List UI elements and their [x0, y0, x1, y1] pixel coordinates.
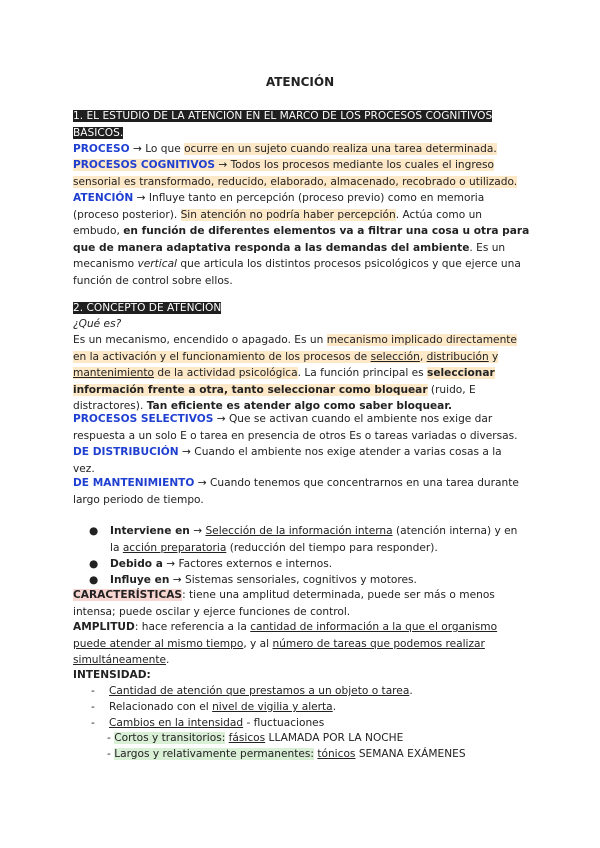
question: ¿Qué es?: [73, 318, 122, 330]
de-distribucion: DE DISTRIBUCIÓN → Cuando el ambiente nos exige atender a varias cosas a la vez.: [73, 446, 502, 475]
de-mantenimiento: DE MANTENIMIENTO → Cuando tenemos que concentrarnos en una tarea durante largo periodo de tiempo.: [73, 477, 519, 506]
proceso-definition: PROCESO → Lo que ocurre en un sujeto cuando realiza una tarea determinada.: [73, 143, 497, 155]
caracteristicas: CARACTERÍSTICAS: tiene una amplitud determinada, puede ser más o menos intensa; puede oscilar y ejerce funciones de control.: [73, 589, 495, 618]
concept-paragraph: Es un mecanismo, encendido o apagado. Es un mecanismo implicado directamente en la activación y el funcionamiento de los procesos de selección, distribución y mantenimiento de la actividad psicológica. La función principal es seleccionar información frente a otra, tanto seleccionar como bloquear (ruido, E distractores). Tan eficiente es atender algo como saber bloquear.: [73, 334, 517, 413]
intensidad-sub-fasicos: - Cortos y transitorios: fásicos LLAMADA POR LA NOCHE: [107, 732, 404, 744]
procesos-selectivos: PROCESOS SELECTIVOS → Que se activan cuando el ambiente nos exige dar respuesta a un solo E o tarea en presencia de otros Es o tareas variadas o diversas.: [73, 413, 518, 442]
section2-heading: 2. CONCEPTO DE ATENCIÓN: [73, 302, 222, 314]
atencion-definition: ATENCIÓN → Influye tanto en percepción (proceso previo) como en memoria (proceso posterior). Sin atención no podría haber percepción. Actúa como un embudo, en función de diferentes elementos va a filtrar una cosa u otra para que de manera adaptativa responda a las demandas del ambiente. Es un mecanismo vertical que articula los distintos procesos psicológicos y que ejerce una función de control sobre ellos.: [73, 192, 530, 287]
section1-heading: 1. EL ESTUDIO DE LA ATENCIÓN EN EL MARCO DE LOS PROCESOS COGNITIVOS BÁSICOS.: [73, 110, 493, 139]
procesos-cognitivos-definition: PROCESOS COGNITIVOS → Todos los procesos mediante los cuales el ingreso sensorial es transformado, reducido, elaborado, almacenado, recobrado o utilizado.: [73, 159, 518, 188]
amplitud: AMPLITUD: hace referencia a la cantidad de información a la que el organismo puede atender al mismo tiempo, y al número de tareas que podemos realizar simultáneamente.: [73, 621, 498, 667]
intensidad-sub-tonicos: - Largos y relativamente permanentes: tónicos SEMANA EXÁMENES: [107, 748, 466, 760]
page-title: ATENCIÓN: [265, 75, 335, 89]
intensidad-heading: INTENSIDAD:: [73, 669, 151, 681]
